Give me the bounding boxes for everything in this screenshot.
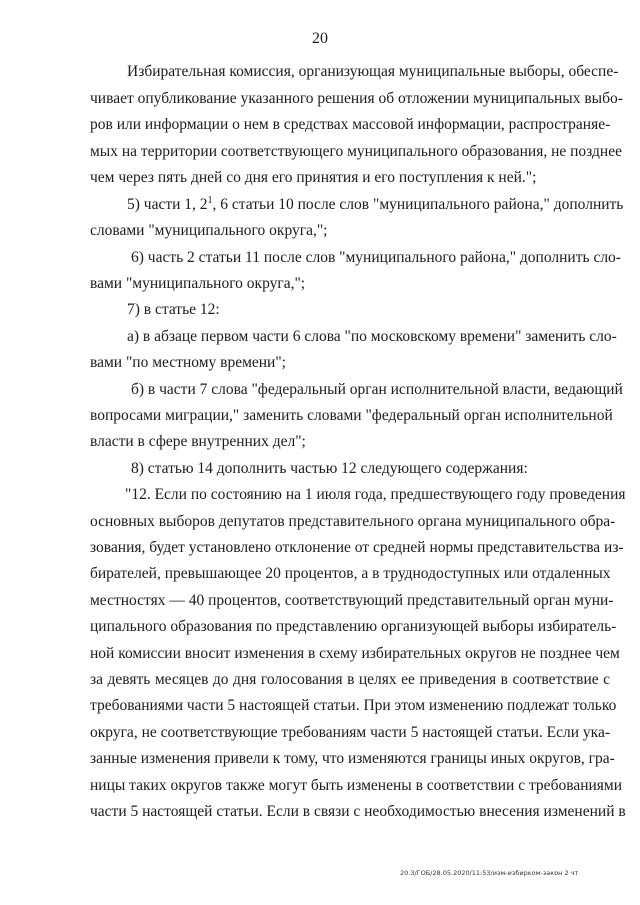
text-line: ров или информации о нем в средствах массовой информации, распространяе-	[90, 116, 611, 133]
text-line: "12. Если по состоянию на 1 июля года, предшествующего году проведения	[125, 486, 626, 503]
text-line: словами "муниципального округа,";	[90, 222, 328, 239]
text-line: занные изменения привели к тому, что изменяются границы иных округов, гра-	[90, 750, 615, 767]
text-line: вами "муниципального округа,";	[90, 275, 306, 292]
text-line	[127, 194, 624, 215]
text-line: мых на территории соответствующего муниципального образования, не позднее	[90, 143, 622, 160]
text-line: за девять месяцев до дня голосования в целях ее приведения в соответствие с	[90, 671, 610, 688]
text-line: а) в абзаце первом части 6 слова "по московскому времени" заменить сло-	[127, 328, 617, 345]
text-line: чем через пять дней со дня его принятия и его поступления к ней.";	[90, 169, 537, 186]
text-line: 8) статью 14 дополнить частью 12 следующего содержания:	[131, 460, 528, 477]
text-fragment: , 6 статьи 10 после слов "муниципального района," дополнить	[212, 196, 624, 213]
page-number: 20	[312, 30, 328, 47]
text-fragment: 5) части 1, 2	[127, 196, 208, 213]
text-line: ципального образования по представлению организующей выборы избиратель-	[90, 618, 617, 635]
text-line: б) в части 7 слова "федеральный орган исполнительной власти, ведающий	[131, 381, 623, 398]
text-line: власти в сфере внутренних дел";	[90, 433, 306, 450]
text-line: Избирательная комиссия, организующая муниципальные выборы, обеспе-	[127, 63, 619, 80]
text-line: чивает опубликование указанного решения об отложении муниципальных выбо-	[90, 90, 623, 107]
text-line: округа, не соответствующие требованиям части 5 настоящей статьи. Если ука-	[90, 724, 610, 741]
text-line: ной комиссии вносит изменения в схему избирательных округов не позднее чем	[90, 645, 620, 662]
text-line: вами "по местному времени";	[90, 354, 286, 371]
text-line: местностях — 40 процентов, соответствующий представительный орган муни-	[90, 592, 614, 609]
text-line: бирателей, превышающее 20 процентов, а в труднодоступных или отдаленных	[90, 565, 611, 582]
text-line: зования, будет установлено отклонение от средней нормы представительства из-	[90, 539, 624, 556]
text-line: 6) часть 2 статьи 11 после слов "муниципального района," дополнить сло-	[131, 249, 621, 266]
document-footer: 20.3/ГОБ/28.05.2020/11:53/изм-избирком-закон 2 чт	[400, 869, 579, 877]
superscript: 1	[207, 194, 213, 206]
text-line: 7) в статье 12:	[127, 301, 220, 318]
text-line: ницы таких округов также могут быть изменены в соответствии с требованиями	[90, 777, 623, 794]
text-line: основных выборов депутатов представительного органа муниципального обра-	[90, 513, 616, 530]
text-line: вопросами миграции," заменить словами "федеральный орган исполнительной	[90, 407, 613, 424]
text-line: требованиями части 5 настоящей статьи. При этом изменению подлежат только	[90, 697, 617, 714]
text-line: части 5 настоящей статьи. Если в связи с необходимостью внесения изменений в	[90, 803, 626, 820]
